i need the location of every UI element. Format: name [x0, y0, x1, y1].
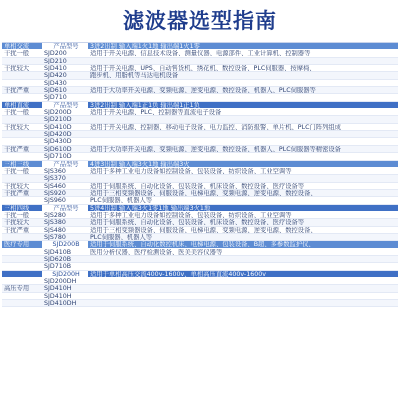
application-description: 适用于大功率开关电源、变频电源、逆变电源、数控设备、机器人、PLC伺服器等: [90, 87, 316, 94]
section-model-label: 产品型号: [42, 102, 88, 108]
application-description: 适用于多种工业电力设备如控制设备、包装设备、纺织设备、工业空调等: [90, 211, 292, 219]
table-row: [2, 219, 398, 226]
section-category: 三相三线: [4, 160, 30, 167]
selection-table: [2, 42, 398, 307]
application-description: 适用于大功率开关电源、变频电源、逆变电源、数控设备、机器人、PLC伺服器等精密设备: [90, 145, 341, 153]
product-model: SJS370: [44, 175, 66, 182]
application-description: 跑步机、用脂机等马达电机设备: [90, 72, 179, 79]
interference-level: 干扰严重: [4, 226, 30, 233]
application-description: PLC伺服器、机器人等: [90, 233, 153, 241]
product-model: SJD410H: [44, 285, 72, 292]
table-row: [2, 278, 398, 285]
section-description: 适用于伺服系统、自动化数控机床、电梯电源、包装设备、B超、多参数监护仪、: [90, 241, 315, 248]
section-description: 3进2出制 输入端1正1负 输出端1正1负: [90, 101, 200, 109]
product-model: SJD710D: [44, 153, 72, 160]
product-model: SJD410: [44, 65, 67, 72]
page-title: 滤波器选型指南: [123, 9, 277, 33]
interference-level: 干扰较大: [4, 65, 30, 72]
table-row: [2, 256, 398, 263]
interference-level: [2, 234, 42, 240]
product-model: SJD610: [44, 87, 67, 94]
table-row: [2, 80, 398, 87]
table-row: [2, 131, 398, 138]
table-row: [2, 212, 398, 219]
table-row: [2, 285, 398, 292]
interference-level: [2, 175, 42, 181]
interference-level: 干扰一般: [4, 167, 30, 175]
table-row: [2, 50, 398, 57]
application-description: [88, 278, 398, 284]
interference-level: [2, 263, 42, 269]
product-model: SJD430: [44, 79, 67, 87]
table-row: [2, 227, 398, 234]
section-category: 单相交流: [4, 43, 30, 50]
product-model: SJS460: [44, 182, 66, 189]
interference-level: [2, 293, 42, 299]
application-description: [88, 138, 398, 144]
interference-level: [2, 94, 42, 100]
interference-level: 干扰严重: [4, 145, 30, 153]
section-description: 3进2出制 输入端1火1地 输出端1火1零: [90, 43, 200, 50]
product-model: SJS280: [44, 211, 66, 219]
application-description: [88, 131, 398, 137]
application-description: [88, 263, 398, 269]
table-row: [2, 109, 398, 116]
section-category: 单相直流: [4, 101, 30, 109]
product-model: SJD200D: [44, 109, 72, 116]
section-category: 三相四线: [4, 204, 30, 211]
section-model-label: 产品型号: [42, 43, 88, 49]
table-row: [2, 190, 398, 197]
product-model: SJD410B: [44, 248, 72, 255]
interference-level: 干扰较大: [4, 219, 30, 226]
application-description: [88, 58, 398, 64]
product-model: SJD410DH: [44, 300, 77, 307]
application-description: 适用于开关电源、PLC、控制器等直流电子设备: [90, 109, 222, 116]
application-description: 适用于开关电源、UPS、自动售货机、绣花机、数控设备、PLC伺服器、按摩椅、: [90, 65, 316, 72]
application-description: [88, 153, 398, 159]
product-model: SJD200: [44, 50, 67, 57]
interference-level: 干扰较大: [4, 123, 30, 131]
application-description: 适用于开关电源、控制器、移动电子设备、电力监控、消防报警、单片机、PLC门阵列组成: [90, 123, 341, 131]
interference-level: 干扰严重: [4, 87, 30, 94]
application-description: 适用于伺服系统、自动化设备、包装设备、机床设备、数控设备、医疗设备等: [90, 182, 305, 189]
section-category: [2, 271, 42, 277]
product-model: SJD710: [44, 94, 67, 101]
product-model: SJD210: [44, 57, 67, 65]
interference-level: [2, 116, 42, 122]
interference-level: [2, 58, 42, 64]
product-model: SJD430D: [44, 138, 72, 145]
interference-level: 高压专用: [4, 285, 30, 292]
interference-level: 干扰较大: [4, 182, 30, 189]
table-row: [2, 116, 398, 123]
interference-level: [2, 197, 42, 203]
interference-level: [2, 72, 42, 78]
interference-level: [2, 300, 42, 306]
product-model: SJS380: [44, 219, 66, 226]
product-model: SJD420D: [44, 131, 72, 138]
interference-level: 干扰严重: [4, 189, 30, 197]
product-model: SJD420: [44, 72, 67, 79]
product-model: SJS780: [44, 233, 66, 241]
application-description: [88, 300, 398, 306]
product-model: SJD200DH: [44, 278, 77, 285]
product-model: SJD610D: [44, 145, 72, 153]
application-description: [88, 293, 398, 299]
interference-level: [2, 278, 42, 284]
section-header: [2, 161, 398, 168]
product-model: SJD620B: [44, 255, 72, 263]
application-description: 适用于三相变频器设备、伺服设备、电梯电源、变频电源、逆变电源、数控设备、: [90, 226, 317, 233]
application-description: [88, 94, 398, 100]
interference-level: 干扰一般: [4, 211, 30, 219]
table-row: [2, 58, 398, 65]
section-description: 适用于单相高压交流400v-1600v、单相高压直流400v-1600v: [90, 270, 266, 277]
table-row: [2, 263, 398, 270]
interference-level: 干扰一般: [4, 109, 30, 116]
table-row: [2, 293, 398, 300]
table-row: [2, 87, 398, 94]
section-model-label: SJD200H: [42, 271, 88, 277]
application-description: [88, 80, 398, 86]
interference-level: [2, 80, 42, 86]
interference-level: [2, 249, 42, 255]
application-description: 适用于多种工业电力设备如控制设备、包装设备、纺织设备、工业空调等: [90, 167, 292, 175]
table-row: [2, 153, 398, 160]
table-row: [2, 146, 398, 153]
interference-level: [2, 138, 42, 144]
table-row: [2, 124, 398, 131]
product-model: SJS360: [44, 167, 66, 175]
interference-level: 干扰一般: [4, 50, 30, 57]
section-description: 5进4出制 输入端3火1零1地 输出端3火1地: [90, 204, 211, 211]
section-model-label: 产品型号: [42, 205, 88, 211]
table-row: [2, 300, 398, 307]
application-description: 适用于伺服系统、自动化设备、包装设备、机床设备、数控设备、医疗设备等: [90, 219, 305, 226]
interference-level: [2, 256, 42, 262]
table-row: [2, 183, 398, 190]
application-description: 适用于开关电源、信息技术设备、测量仪器、电源部件、工业计算机、控制器等: [90, 50, 311, 57]
application-description: [88, 175, 398, 181]
product-model: SJD210D: [44, 116, 72, 123]
product-model: SJS920: [44, 189, 66, 197]
section-header: [2, 271, 398, 278]
application-description: [88, 256, 398, 262]
interference-level: [2, 153, 42, 159]
application-description: 适用于三相变频器设备、伺服设备、电梯电源、变频电源、逆变电源、数控设备、: [90, 189, 317, 197]
product-model: SJD710B: [44, 263, 72, 270]
product-model: SJS960: [44, 197, 66, 204]
interference-level: [2, 131, 42, 137]
table-row: [2, 249, 398, 256]
table-row: [2, 175, 398, 182]
table-row: [2, 138, 398, 145]
application-description: PLC伺服器、机器人等: [90, 197, 153, 204]
section-header: [2, 102, 398, 109]
product-model: SJD410H: [44, 292, 72, 300]
section-category: 医疗专用: [4, 241, 30, 248]
table-row: [2, 94, 398, 101]
application-description: 医用分析仪器、医疗检测设备、医美美容仪器等: [90, 248, 223, 255]
table-row: [2, 197, 398, 204]
section-header: [2, 205, 398, 212]
section-description: 4进3出制 输入端3火1地 输出端3火: [90, 160, 190, 167]
section-model-label: SJD200B: [42, 241, 88, 247]
table-row: [2, 168, 398, 175]
table-row: [2, 72, 398, 79]
product-model: SJS480: [44, 226, 66, 233]
section-model-label: 产品型号: [42, 161, 88, 167]
application-description: [88, 285, 398, 291]
section-header: [2, 43, 398, 50]
section-header: [2, 241, 398, 248]
application-description: [88, 116, 398, 122]
product-model: SJD410D: [44, 123, 72, 131]
table-row: [2, 65, 398, 72]
table-row: [2, 234, 398, 241]
